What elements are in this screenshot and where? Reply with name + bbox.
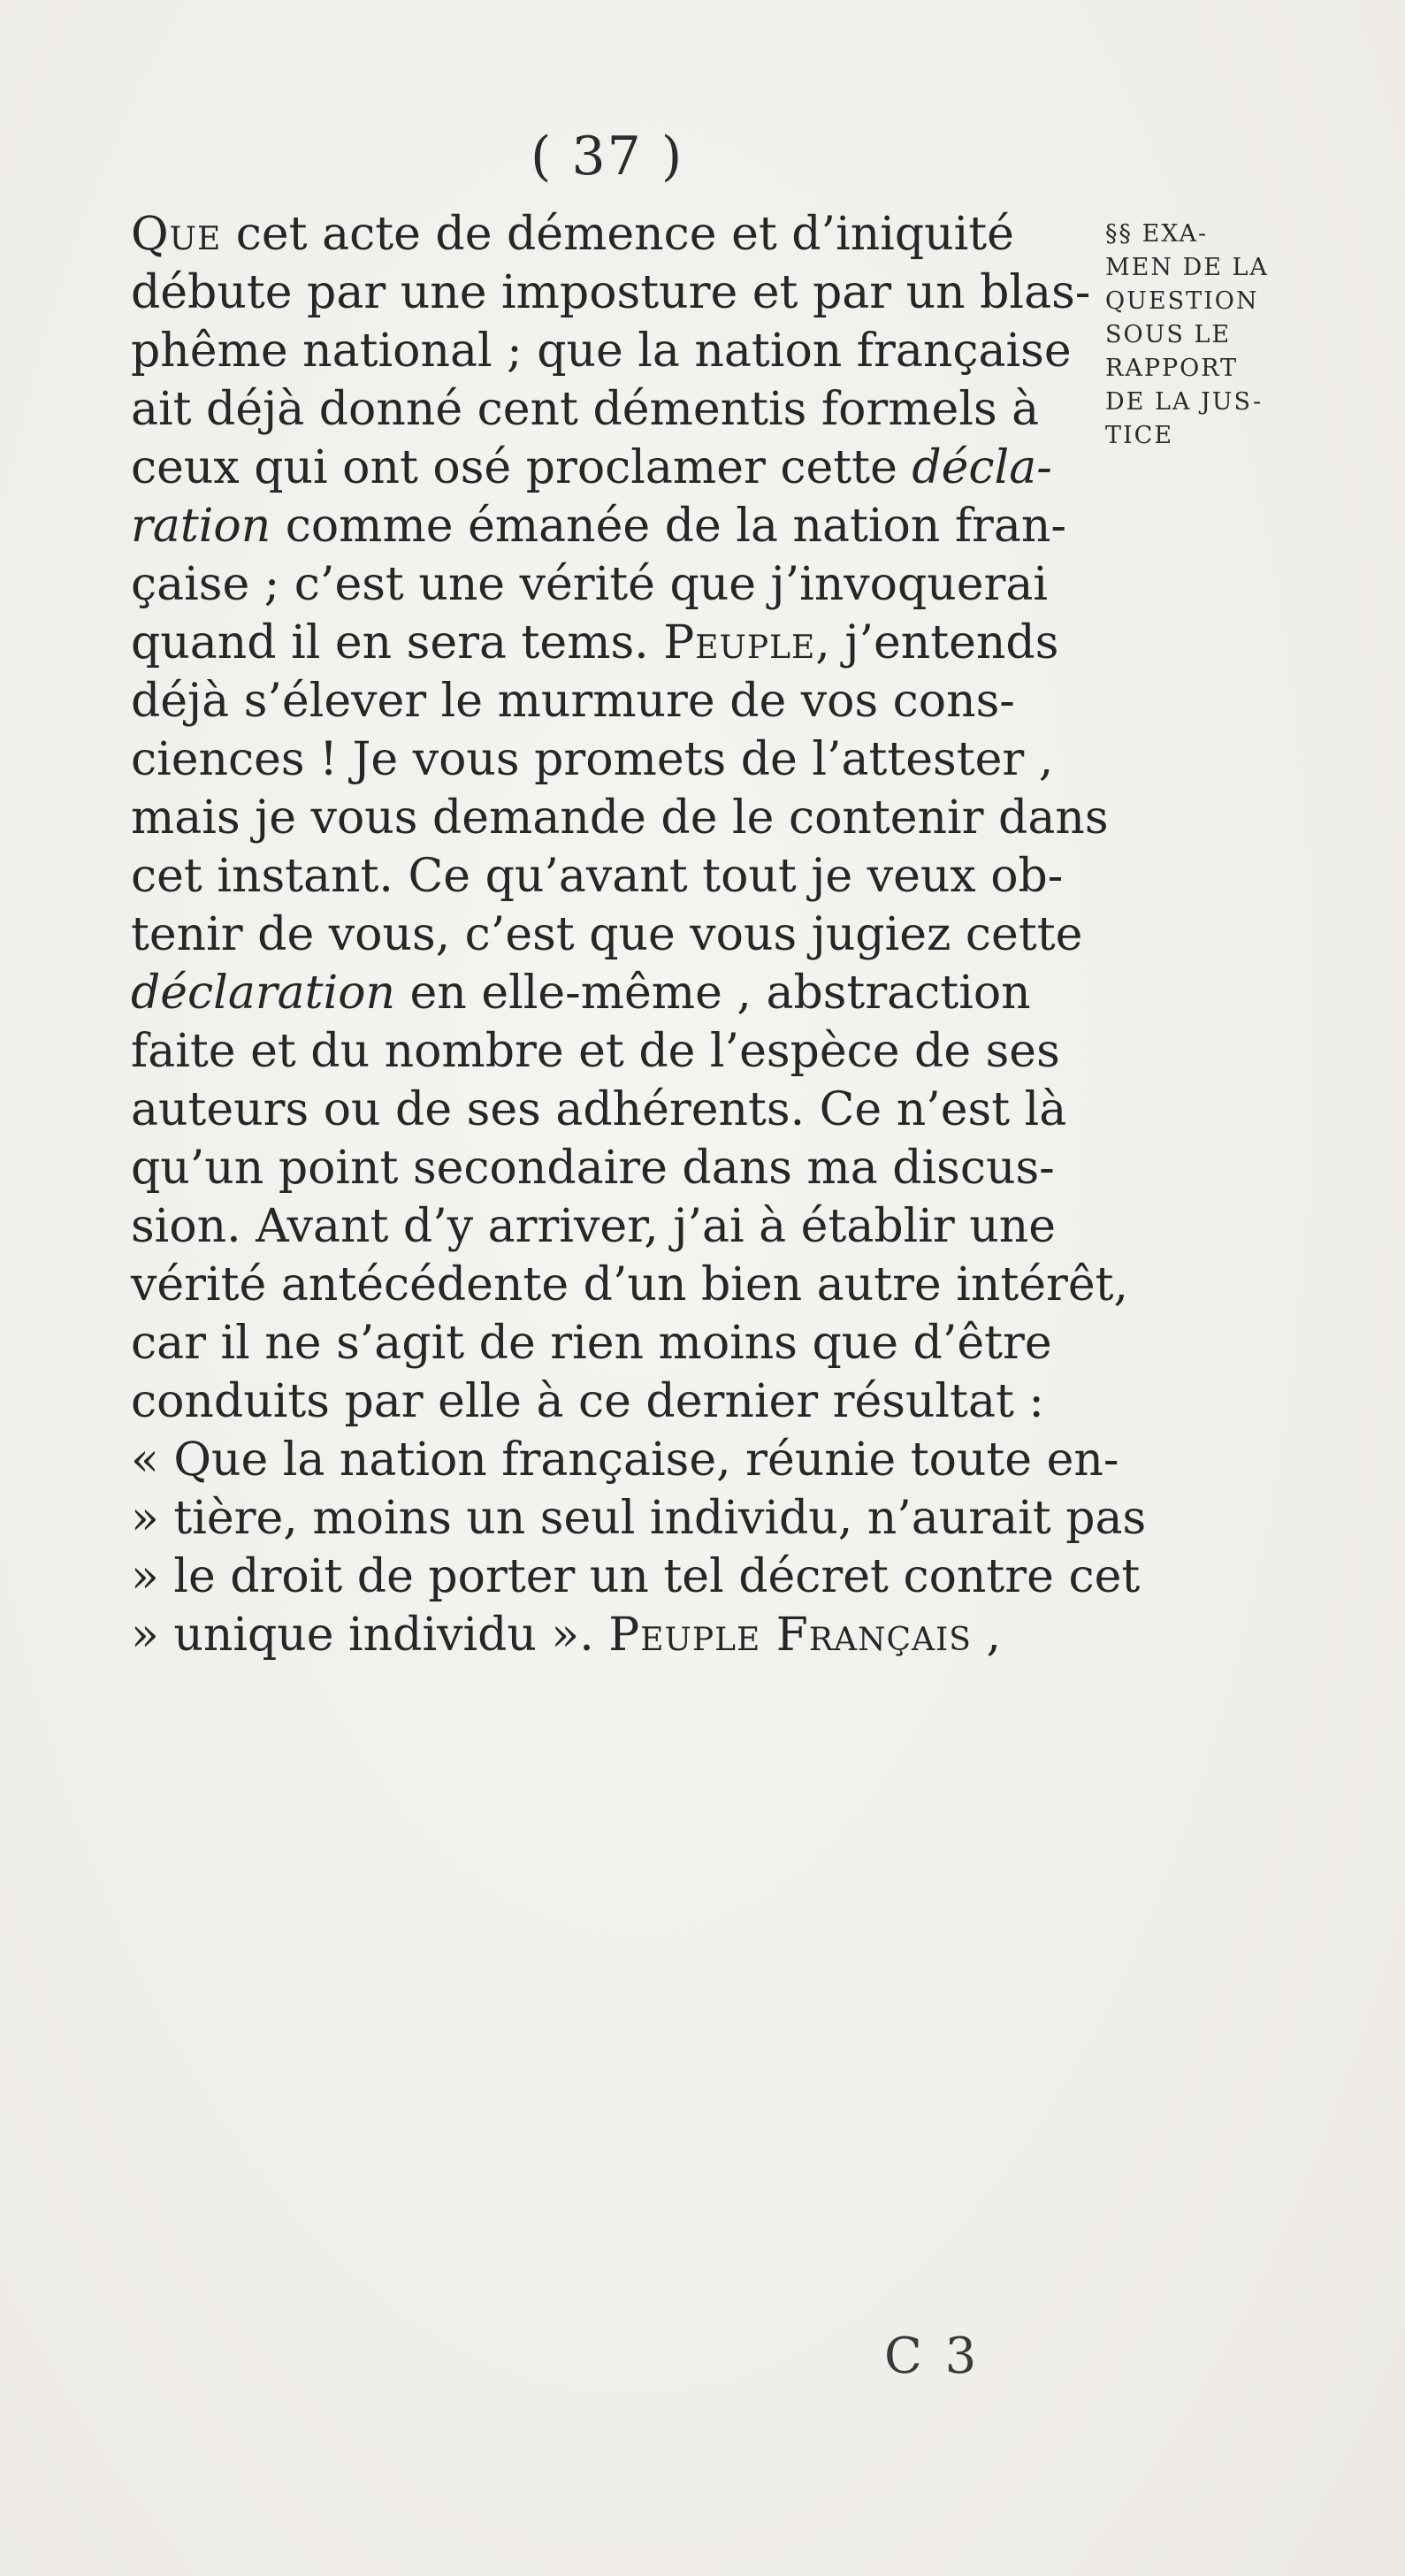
text-line-2: débute par une imposture et par un blas-: [131, 266, 1091, 319]
text-line-9: déjà s’élever le murmure de vos cons-: [131, 675, 1015, 728]
text-line-1: [131, 205, 1014, 264]
text-span: » unique individu ».: [131, 1609, 609, 1662]
text-line-11: mais je vous demande de le contenir dans: [131, 791, 1109, 845]
text-span: en elle-même , abstraction: [395, 967, 1031, 1020]
text-line-22: « Que la nation française, réunie toute en-: [131, 1433, 1119, 1487]
text-line-15: faite et du nombre et de l’espèce de ses: [131, 1025, 1060, 1078]
signature-mark: C 3: [884, 2328, 981, 2385]
text-line-14: [131, 964, 1031, 1022]
margin-note-line: SOUS LE: [1105, 321, 1232, 348]
italic-word: ration: [131, 500, 271, 553]
text-line-13: tenir de vous, c’est que vous jugiez cette: [131, 908, 1083, 961]
text-span: cet acte de démence et d’iniquité: [221, 208, 1014, 261]
text-line-3: phême national ; que la nation française: [131, 325, 1072, 378]
text-span: ,: [971, 1609, 1001, 1662]
text-line-8: [131, 614, 1058, 672]
margin-note-line: TICE: [1105, 422, 1174, 449]
text-span: quand il en sera tems.: [131, 616, 664, 669]
margin-note-line: RAPPORT: [1105, 355, 1239, 382]
text-line-7: çaise ; c’est une vérité que j’invoquerai: [131, 558, 1049, 611]
text-span: ceux qui ont osé proclamer cette: [131, 441, 912, 494]
text-span: comme émanée de la nation fran-: [271, 500, 1066, 553]
margin-note-line: §§ EXA-: [1105, 220, 1209, 248]
text-line-5: [131, 439, 1052, 497]
text-line-10: ciences ! Je vous promets de l’attester ,: [131, 733, 1054, 786]
small-caps-word: Que: [131, 208, 222, 261]
margin-note-line: DE LA JUS-: [1105, 388, 1264, 416]
small-caps-word: Peuple Français: [608, 1609, 972, 1662]
italic-word: déclaration: [131, 967, 395, 1020]
small-caps-word: Peuple: [663, 616, 816, 669]
text-line-18: sion. Avant d’y arriver, j’ai à établir une: [131, 1200, 1057, 1253]
text-line-20: car il ne s’agit de rien moins que d’être: [131, 1317, 1052, 1370]
text-line-12: cet instant. Ce qu’avant tout je veux ob-: [131, 850, 1064, 903]
text-line-17: qu’un point secondaire dans ma discus-: [131, 1142, 1055, 1195]
text-line-21: conduits par elle à ce dernier résultat :: [131, 1375, 1044, 1428]
text-line-6: [131, 497, 1066, 555]
text-line-23: » tière, moins un seul individu, n’aurait pas: [131, 1492, 1147, 1545]
margin-note-line: QUESTION: [1105, 287, 1259, 315]
page-number: ( 37 ): [531, 126, 684, 187]
text-span: , j’entends: [815, 616, 1059, 669]
text-line-25: [131, 1606, 1001, 1664]
italic-word: décla-: [912, 441, 1052, 494]
text-line-19: vérité antécédente d’un bien autre intérêt,: [131, 1258, 1129, 1311]
text-line-16: auteurs ou de ses adhérents. Ce n’est là: [131, 1083, 1067, 1136]
margin-note-line: MEN DE LA: [1105, 254, 1269, 281]
text-line-4: ait déjà donné cent démentis formels à: [131, 383, 1040, 436]
text-line-24: » le droit de porter un tel décret contre cet: [131, 1550, 1141, 1603]
margin-note: [1105, 218, 1397, 453]
